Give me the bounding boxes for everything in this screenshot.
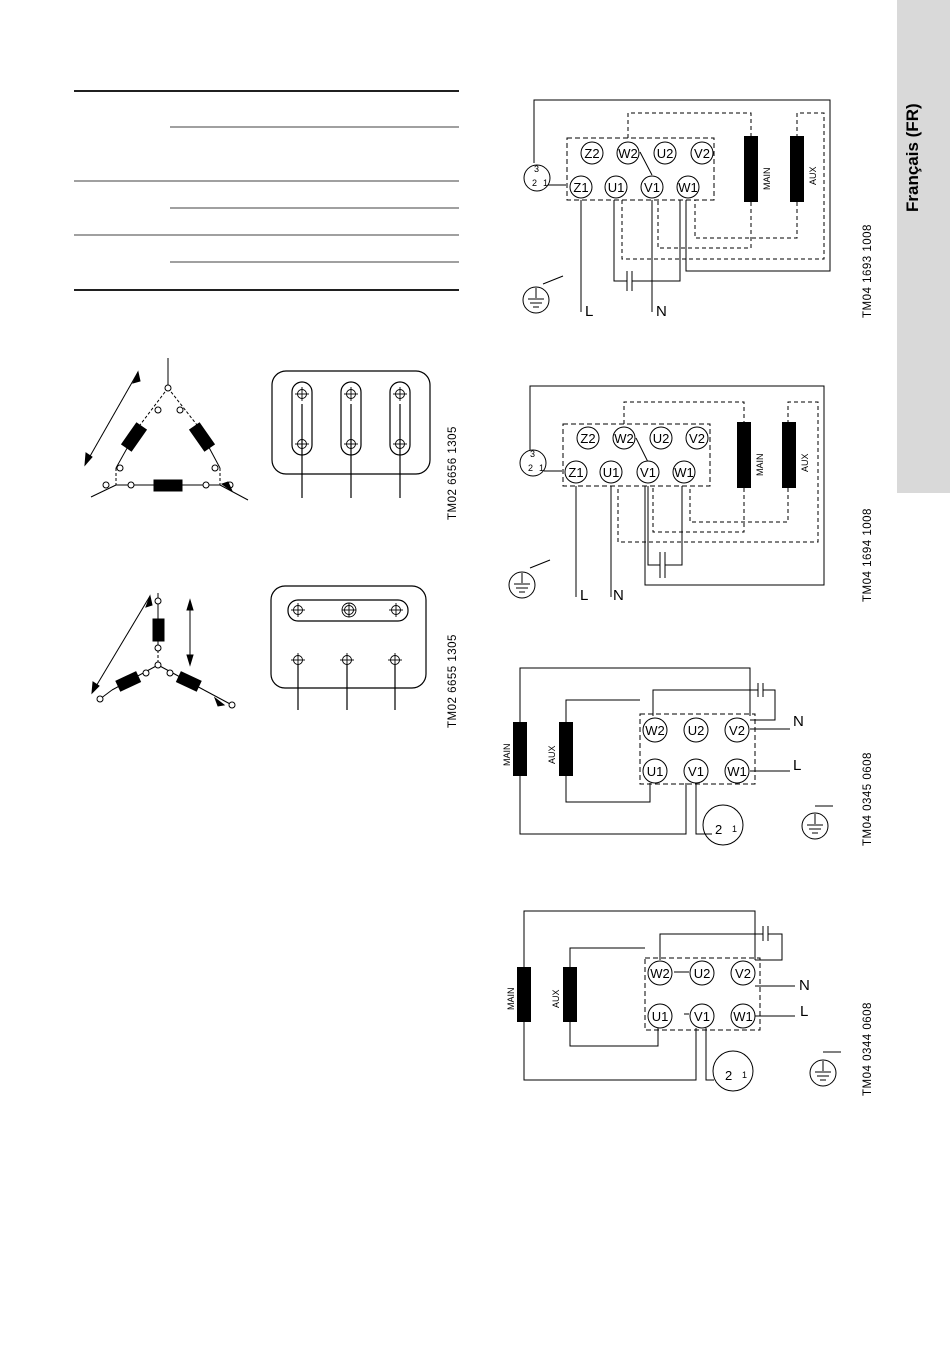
star-figure-ref: TM02 6655 1305 <box>447 634 459 728</box>
wiring-2-line-n: N <box>613 587 624 604</box>
wiring-3-ground-icon <box>802 806 833 839</box>
wiring-1-line-l: L <box>585 303 594 320</box>
wiring-1-terminal-w2: W2 <box>618 146 638 161</box>
wiring-diagram-3 <box>502 668 833 845</box>
wiring-3-terminal-v1: V1 <box>688 764 704 779</box>
wiring-3-terminal-v2: V2 <box>729 723 745 738</box>
wiring-3-aux-label: AUX <box>547 745 557 764</box>
delta-figure-ref: TM02 6656 1305 <box>447 426 459 520</box>
wiring-4-terminal-v2: V2 <box>735 966 751 981</box>
wiring-2-switch-pin-2: 2 <box>528 463 534 473</box>
wiring-1-aux-label: AUX <box>808 166 818 185</box>
wiring-4-figure-ref: TM04 0344 0608 <box>862 1002 874 1096</box>
wiring-2-figure-ref: TM04 1694 1008 <box>862 508 874 602</box>
wiring-4-terminal-v1: V1 <box>694 1009 710 1024</box>
wiring-4-ground-icon <box>810 1052 841 1086</box>
wiring-2-terminal-w1: W1 <box>674 465 694 480</box>
wiring-1-terminal-v1: V1 <box>644 180 660 195</box>
wiring-2-terminal-v1: V1 <box>640 465 656 480</box>
wiring-1-terminal-w1: W1 <box>678 180 698 195</box>
delta-diagram <box>85 358 248 500</box>
wiring-3-main-label: MAIN <box>502 743 512 766</box>
wiring-3-terminal-w1: W1 <box>727 764 747 779</box>
wiring-2-terminal-w2: W2 <box>614 431 634 446</box>
wiring-2-line-l: L <box>580 587 589 604</box>
wiring-2-terminal-u2: U2 <box>652 431 670 446</box>
wiring-4-terminal-w2: W2 <box>650 966 670 981</box>
wiring-1-switch-pin-1: 1 <box>543 178 549 188</box>
wiring-1-line-n: N <box>656 303 667 320</box>
wiring-3-terminal-w2: W2 <box>645 723 665 738</box>
delta-terminal-board <box>272 371 430 498</box>
star-diagram <box>92 593 235 708</box>
wiring-1-terminal-v2: V2 <box>694 146 710 161</box>
wiring-3-line-l: L <box>793 757 802 774</box>
table-rules <box>74 91 459 290</box>
wiring-4-line-l: L <box>800 1003 809 1020</box>
wiring-4-terminal-u2: U2 <box>693 966 711 981</box>
wiring-2-terminal-z1: Z1 <box>568 465 584 480</box>
wiring-2-aux-label: AUX <box>800 453 810 472</box>
wiring-1-ground-icon <box>523 276 563 313</box>
wiring-2-terminal-v2: V2 <box>689 431 705 446</box>
wiring-1-switch-pin-3: 3 <box>534 164 540 174</box>
wiring-2-switch-pin-3: 3 <box>530 449 536 459</box>
star-terminal-board <box>271 586 426 710</box>
wiring-3-line-n: N <box>793 713 804 730</box>
wiring-3-terminal-u1: U1 <box>646 764 664 779</box>
wiring-4-aux-label: AUX <box>551 989 561 1008</box>
wiring-4-switch-pin-1: 1 <box>742 1070 748 1080</box>
wiring-2-main-label: MAIN <box>755 453 765 476</box>
wiring-4-terminal-u1: U1 <box>651 1009 669 1024</box>
wiring-3-switch-pin-1: 1 <box>732 824 738 834</box>
wiring-3-figure-ref: TM04 0345 0608 <box>862 752 874 846</box>
language-tab <box>897 0 950 493</box>
wiring-1-terminal-z2: Z2 <box>584 146 600 161</box>
wiring-diagram-1 <box>523 100 830 320</box>
wiring-4-line-n: N <box>799 977 810 994</box>
wiring-4-terminal-w1: W1 <box>733 1009 753 1024</box>
wiring-1-terminal-u1: U1 <box>607 180 625 195</box>
wiring-1-main-label: MAIN <box>762 167 772 190</box>
wiring-1-switch-pin-2: 2 <box>532 178 538 188</box>
wiring-2-terminal-u1: U1 <box>602 465 620 480</box>
wiring-3-switch-pin-2: 2 <box>715 822 723 837</box>
wiring-1-terminal-u2: U2 <box>656 146 674 161</box>
wiring-2-switch-pin-1: 1 <box>539 463 545 473</box>
wiring-2-ground-icon <box>509 560 550 598</box>
wiring-diagram-2 <box>509 386 824 604</box>
wiring-3-terminal-u2: U2 <box>687 723 705 738</box>
wiring-4-main-label: MAIN <box>506 987 516 1010</box>
language-tab-label: Français (FR) <box>903 103 922 212</box>
wiring-2-terminal-z2: Z2 <box>580 431 596 446</box>
wiring-diagram-4 <box>506 911 841 1091</box>
wiring-1-figure-ref: TM04 1693 1008 <box>862 224 874 318</box>
wiring-1-terminal-z1: Z1 <box>573 180 589 195</box>
wiring-4-switch-pin-2: 2 <box>725 1068 733 1083</box>
